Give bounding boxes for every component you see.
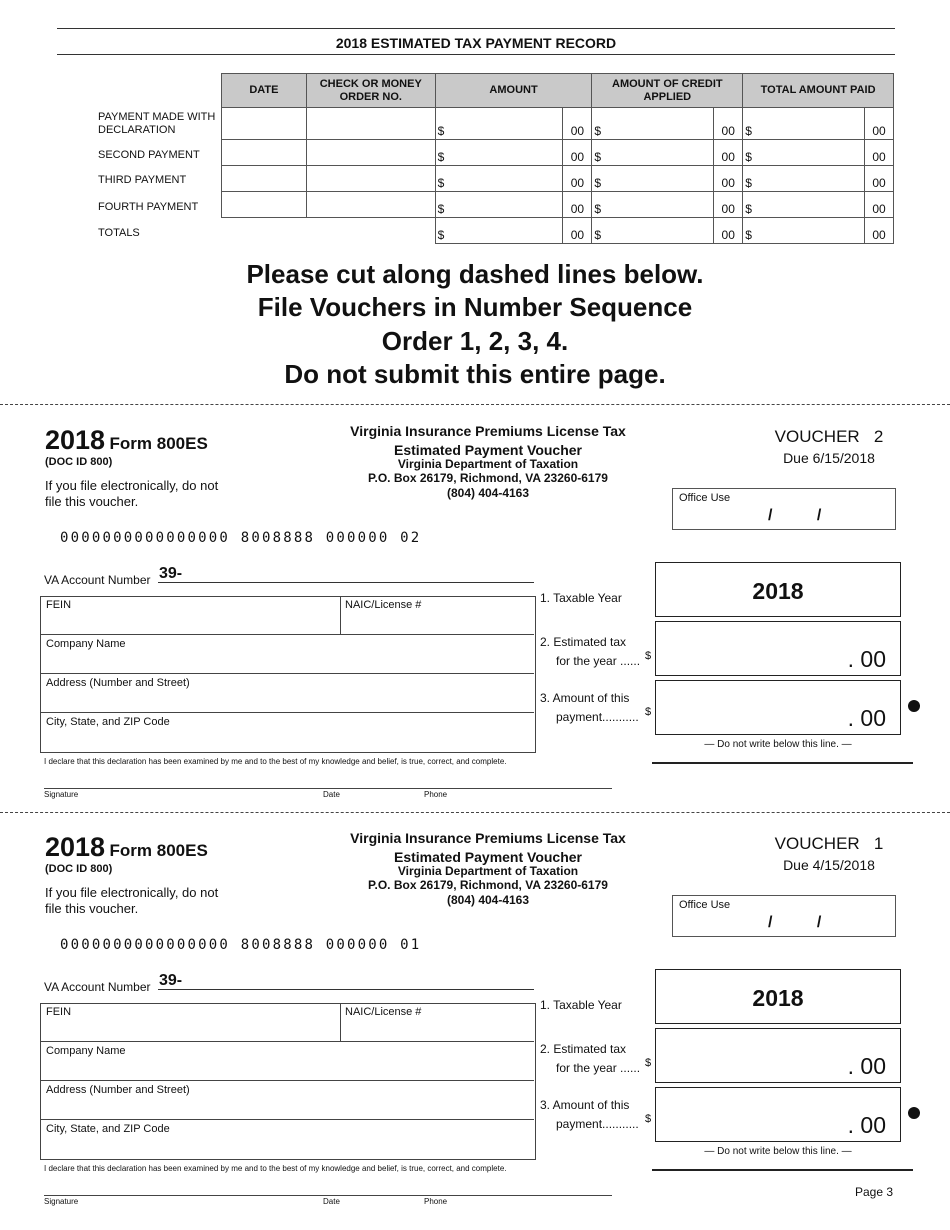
total-cents-cell: 00 — [864, 108, 893, 140]
field-divider — [40, 1119, 534, 1120]
line2-label-b: for the year ...... — [556, 1061, 641, 1075]
empty-cell — [222, 218, 307, 244]
agency-dept: Virginia Department of Taxation — [397, 864, 579, 878]
payment-record-table — [221, 73, 894, 244]
record-row — [222, 192, 894, 218]
form-year: 2018 — [45, 832, 106, 862]
total-cents-cell: 00 — [864, 166, 893, 192]
row-label-third: THIRD PAYMENT — [98, 174, 187, 186]
va-account-label: VA Account Number — [44, 980, 151, 994]
field-divider — [40, 1080, 534, 1081]
credit-dollars-cell[interactable]: $ — [592, 108, 714, 140]
payment-amount-box[interactable] — [655, 1087, 901, 1142]
header-date: DATE — [222, 74, 307, 108]
electronic-note-1: If you file electronically, do not — [45, 478, 219, 493]
form-number: Form 800ES — [109, 434, 208, 453]
voucher-number: VOUCHER 1 — [774, 834, 884, 853]
line1-label: 1. Taxable Year — [540, 998, 622, 1012]
date-label: Date — [323, 790, 340, 799]
office-use-box — [672, 488, 896, 530]
scan-marker-dot — [908, 700, 920, 712]
line3-label-b: payment........... — [556, 1117, 639, 1131]
phone-label: Phone — [424, 1197, 448, 1206]
credit-dollars-cell[interactable]: $ — [592, 192, 714, 218]
amount-dollars-cell[interactable]: $ — [435, 108, 563, 140]
notice-line-1: Please cut along dashed lines below. — [246, 259, 704, 289]
line2-label-a: 2. Estimated tax — [540, 1042, 627, 1056]
line3-label-a: 3. Amount of this — [540, 691, 630, 705]
total-dollars-cell[interactable]: $ — [743, 108, 865, 140]
line3-label-b: payment........... — [556, 710, 639, 724]
check-number-cell[interactable] — [306, 108, 435, 140]
no-write-rule — [652, 762, 913, 764]
notice-line-2: File Vouchers in Number Sequence — [257, 292, 693, 322]
agency-dept: Virginia Department of Taxation — [397, 457, 579, 471]
address-field[interactable]: Address (Number and Street) — [46, 677, 190, 689]
check-number-cell[interactable] — [306, 166, 435, 192]
header-amount: AMOUNT — [435, 74, 592, 108]
total-dollars-cell[interactable]: $ — [743, 192, 865, 218]
amount-dollars-cell[interactable]: $ — [435, 218, 563, 244]
voucher-form-id — [45, 425, 208, 456]
va-account-field[interactable] — [158, 582, 534, 583]
form-year: 2018 — [45, 425, 106, 455]
cut-line — [0, 404, 950, 405]
voucher-number: VOUCHER 2 — [774, 427, 884, 446]
empty-cell — [306, 218, 435, 244]
credit-cents-cell: 00 — [714, 140, 743, 166]
no-write-rule — [652, 1169, 913, 1171]
doc-id: (DOC ID 800) — [45, 456, 113, 468]
naic-license-field[interactable]: NAIC/License # — [345, 1006, 422, 1018]
payment-amount-box[interactable] — [655, 680, 901, 735]
line2-label-a: 2. Estimated tax — [540, 635, 627, 649]
total-cents-cell: 00 — [864, 192, 893, 218]
credit-cents-cell: 00 — [714, 166, 743, 192]
amount-dollars-cell[interactable]: $ — [435, 192, 563, 218]
notice-line-3: Order 1, 2, 3, 4. — [381, 326, 569, 356]
declaration-text: I declare that this declaration has been examined by me and to the best of my knowledge and belief, is true, correct, and complete. — [44, 1164, 507, 1173]
credit-dollars-cell[interactable]: $ — [592, 218, 714, 244]
taxable-year-box[interactable] — [655, 969, 901, 1024]
row-label-totals: TOTALS — [98, 227, 140, 239]
row-label-fourth: FOURTH PAYMENT — [98, 201, 199, 213]
line2-dollar-sign: $ — [645, 1057, 652, 1069]
row-label-second: SECOND PAYMENT — [98, 149, 200, 161]
va-account-prefix: 39- — [159, 972, 183, 989]
record-title-rule — [57, 54, 895, 55]
amount-cents-cell: 00 — [563, 166, 592, 192]
payment-amount-cents: . 00 — [847, 705, 886, 731]
record-title: 2018 ESTIMATED TAX PAYMENT RECORD — [335, 35, 617, 51]
office-use-date-slashes: / / — [768, 914, 822, 931]
declaration-text: I declare that this declaration has been examined by me and to the best of my knowledge and belief, is true, correct, and complete. — [44, 757, 507, 766]
header-credit: AMOUNT OF CREDIT APPLIED — [592, 74, 743, 108]
total-cents-cell: 00 — [864, 218, 893, 244]
total-dollars-cell[interactable]: $ — [743, 166, 865, 192]
company-name-field[interactable]: Company Name — [46, 1045, 126, 1057]
record-row — [222, 108, 894, 140]
electronic-note-1: If you file electronically, do not — [45, 885, 219, 900]
va-account-prefix: 39- — [159, 565, 183, 582]
doc-id: (DOC ID 800) — [45, 863, 113, 875]
no-write-notice: — Do not write below this line. — — [704, 739, 852, 750]
address-field[interactable]: Address (Number and Street) — [46, 1084, 190, 1096]
signature-line[interactable] — [44, 1195, 612, 1196]
signature-line[interactable] — [44, 788, 612, 789]
voucher-subtitle: Estimated Payment Voucher — [393, 849, 583, 865]
total-cents-cell: 00 — [864, 140, 893, 166]
voucher-1 — [0, 817, 950, 1227]
credit-dollars-cell[interactable]: $ — [592, 140, 714, 166]
city-state-zip-field[interactable]: City, State, and ZIP Code — [46, 1123, 170, 1135]
scanline: 0000000000000000 8008888 000000 01 — [60, 937, 422, 953]
taxable-year-value: 2018 — [752, 578, 804, 604]
line3-dollar-sign: $ — [645, 1113, 652, 1125]
total-dollars-cell[interactable]: $ — [743, 218, 865, 244]
company-name-field[interactable]: Company Name — [46, 638, 126, 650]
page-number: Page 3 — [855, 1185, 894, 1199]
scanline: 0000000000000000 8008888 000000 02 — [60, 530, 422, 546]
amount-cents-cell: 00 — [563, 140, 592, 166]
estimated-tax-box[interactable] — [655, 1028, 901, 1083]
credit-dollars-cell[interactable]: $ — [592, 166, 714, 192]
electronic-note-2: file this voucher. — [45, 901, 139, 916]
record-top-rule — [57, 28, 895, 29]
office-use-label: Office Use — [679, 492, 731, 504]
due-date: Due 4/15/2018 — [783, 857, 875, 873]
signature-label: Signature — [44, 790, 79, 799]
amount-cents-cell: 00 — [563, 218, 592, 244]
row-label-declaration: PAYMENT MADE WITH DECLARATION — [98, 111, 216, 136]
amount-cents-cell: 00 — [563, 108, 592, 140]
amount-dollars-cell[interactable]: $ — [435, 166, 563, 192]
record-row — [222, 140, 894, 166]
field-divider — [40, 634, 534, 635]
estimated-tax-cents: . 00 — [847, 1053, 886, 1079]
credit-cents-cell: 00 — [714, 218, 743, 244]
phone-label: Phone — [424, 790, 448, 799]
taxable-year-value: 2018 — [752, 985, 804, 1011]
agency-address: P.O. Box 26179, Richmond, VA 23260-6179 — [368, 471, 608, 485]
header-check-no: CHECK OR MONEY ORDER NO. — [306, 74, 435, 108]
date-cell[interactable] — [222, 140, 307, 166]
line3-label-a: 3. Amount of this — [540, 1098, 630, 1112]
agency-phone: (804) 404-4163 — [446, 486, 530, 500]
form-number: Form 800ES — [109, 841, 208, 860]
naic-license-field[interactable]: NAIC/License # — [345, 599, 422, 611]
header-total-paid: TOTAL AMOUNT PAID — [743, 74, 894, 108]
va-account-field[interactable] — [158, 989, 534, 990]
field-divider — [40, 1041, 534, 1042]
line2-dollar-sign: $ — [645, 650, 652, 662]
fein-field[interactable]: FEIN — [46, 1006, 72, 1018]
record-row — [222, 166, 894, 192]
signature-label: Signature — [44, 1197, 79, 1206]
estimated-tax-box[interactable] — [655, 621, 901, 676]
payment-amount-cents: . 00 — [847, 1112, 886, 1138]
check-number-cell[interactable] — [306, 192, 435, 218]
amount-cents-cell: 00 — [563, 192, 592, 218]
due-date: Due 6/15/2018 — [783, 450, 875, 466]
record-row — [222, 218, 894, 244]
date-cell[interactable] — [222, 192, 307, 218]
field-divider — [40, 673, 534, 674]
line3-dollar-sign: $ — [645, 706, 652, 718]
credit-cents-cell: 00 — [714, 192, 743, 218]
credit-cents-cell: 00 — [714, 108, 743, 140]
date-cell[interactable] — [222, 108, 307, 140]
notice-line-4: Do not submit this entire page. — [284, 359, 666, 389]
fein-field[interactable]: FEIN — [46, 599, 72, 611]
line1-label: 1. Taxable Year — [540, 591, 622, 605]
voucher-2 — [0, 410, 950, 820]
office-use-box — [672, 895, 896, 937]
field-divider — [40, 712, 534, 713]
electronic-note-2: file this voucher. — [45, 494, 139, 509]
date-cell[interactable] — [222, 166, 307, 192]
voucher-subtitle: Estimated Payment Voucher — [393, 442, 583, 458]
voucher-form-id — [45, 832, 208, 863]
agency-address: P.O. Box 26179, Richmond, VA 23260-6179 — [368, 878, 608, 892]
taxable-year-box[interactable] — [655, 562, 901, 617]
fein-divider — [340, 1003, 341, 1042]
office-use-label: Office Use — [679, 899, 731, 911]
amount-dollars-cell[interactable]: $ — [435, 140, 563, 166]
agency-title: Virginia Insurance Premiums License Tax — [350, 423, 626, 439]
fein-divider — [340, 596, 341, 635]
va-account-label: VA Account Number — [44, 573, 151, 587]
check-number-cell[interactable] — [306, 140, 435, 166]
no-write-notice: — Do not write below this line. — — [704, 1146, 852, 1157]
estimated-tax-cents: . 00 — [847, 646, 886, 672]
total-dollars-cell[interactable]: $ — [743, 140, 865, 166]
agency-phone: (804) 404-4163 — [446, 893, 530, 907]
office-use-date-slashes: / / — [768, 507, 822, 524]
scan-marker-dot — [908, 1107, 920, 1119]
date-label: Date — [323, 1197, 340, 1206]
city-state-zip-field[interactable]: City, State, and ZIP Code — [46, 716, 170, 728]
agency-title: Virginia Insurance Premiums License Tax — [350, 830, 626, 846]
line2-label-b: for the year ...... — [556, 654, 641, 668]
